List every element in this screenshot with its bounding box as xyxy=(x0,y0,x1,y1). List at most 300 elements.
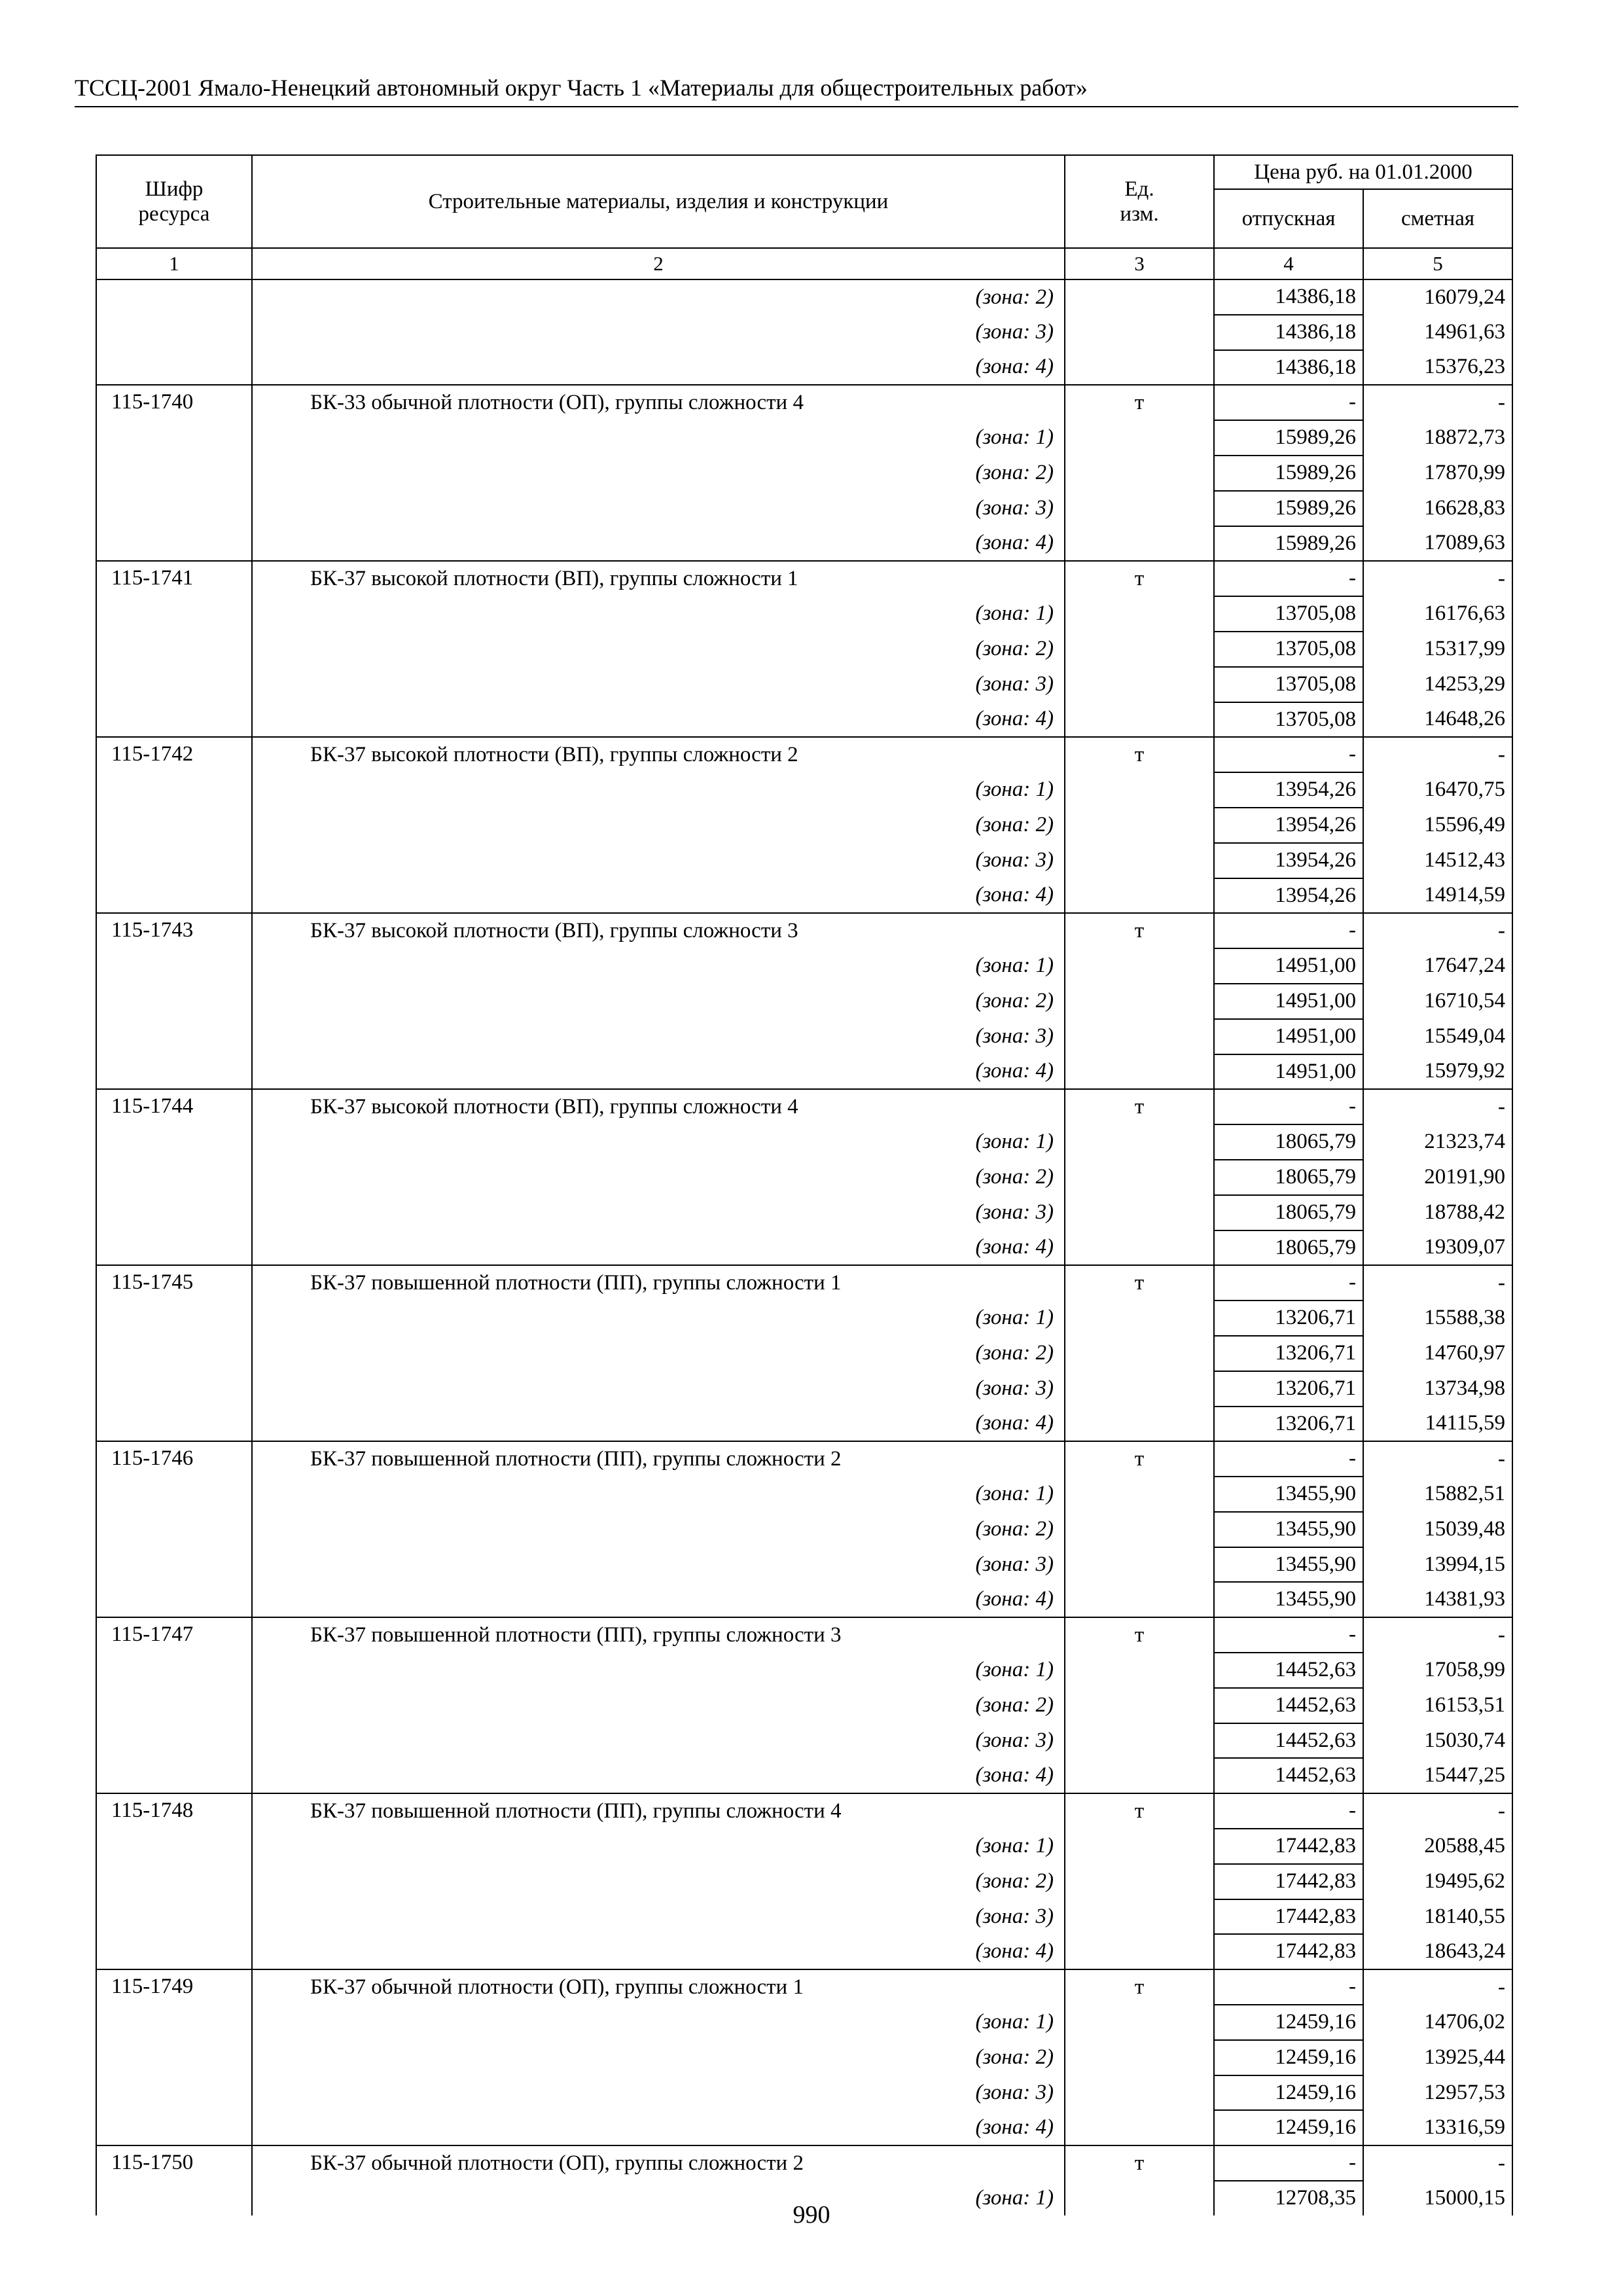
zone-row xyxy=(96,1547,1512,1583)
resource-code: 115-1742 xyxy=(96,737,252,772)
estimate-price: 18872,73 xyxy=(1363,420,1512,456)
release-price: 13705,08 xyxy=(1214,702,1363,738)
estimate-price: 14381,93 xyxy=(1363,1582,1512,1617)
zone-label: (зона: 3) xyxy=(252,843,1065,878)
resource-code-cell xyxy=(96,1336,252,1371)
resource-code: 115-1741 xyxy=(96,561,252,596)
zone-label: (зона: 2) xyxy=(252,1688,1065,1723)
zone-row xyxy=(96,1723,1512,1759)
resource-code-cell xyxy=(96,667,252,702)
resource-code-cell xyxy=(96,1477,252,1512)
unit-cell xyxy=(1065,1829,1214,1864)
estimate-price: 17870,99 xyxy=(1363,456,1512,491)
zone-label: (зона: 1) xyxy=(252,1477,1065,1512)
unit-cell xyxy=(1065,491,1214,526)
resource-code-cell xyxy=(96,984,252,1019)
release-price: 14386,18 xyxy=(1214,279,1363,315)
zone-label: (зона: 3) xyxy=(252,2075,1065,2111)
unit-cell xyxy=(1065,1512,1214,1547)
table-row xyxy=(96,1089,1512,1124)
estimate-price: 20191,90 xyxy=(1363,1160,1512,1195)
zone-row xyxy=(96,984,1512,1019)
release-price: 12459,16 xyxy=(1214,2075,1363,2111)
release-price: 15989,26 xyxy=(1214,420,1363,456)
zone-row xyxy=(96,843,1512,878)
resource-code-cell xyxy=(96,456,252,491)
table-header xyxy=(96,155,1512,279)
estimate-price: 16153,51 xyxy=(1363,1688,1512,1723)
material-name: БК-37 повышенной плотности (ПП), группы сложности 2 xyxy=(252,1441,1065,1477)
material-name: БК-37 повышенной плотности (ПП), группы сложности 3 xyxy=(252,1617,1065,1653)
unit: т xyxy=(1065,2145,1214,2181)
material-name: БК-33 обычной плотности (ОП), группы сложности 4 xyxy=(252,385,1065,420)
resource-code-cell xyxy=(96,1407,252,1442)
unit-cell xyxy=(1065,1547,1214,1583)
release-price: 13455,90 xyxy=(1214,1512,1363,1547)
unit-cell xyxy=(1065,1477,1214,1512)
zone-label: (зона: 3) xyxy=(252,315,1065,350)
release-price: 14951,00 xyxy=(1214,1019,1363,1054)
estimate-price: 14706,02 xyxy=(1363,2005,1512,2040)
table-row xyxy=(96,2145,1512,2181)
estimate-price: 15030,74 xyxy=(1363,1723,1512,1759)
zone-row xyxy=(96,1019,1512,1054)
estimate-price: 14253,29 xyxy=(1363,667,1512,702)
release-price: 12459,16 xyxy=(1214,2110,1363,2145)
unit-cell xyxy=(1065,2075,1214,2111)
estimate-price: - xyxy=(1363,913,1512,948)
table-row xyxy=(96,561,1512,596)
table-row xyxy=(96,1969,1512,2005)
estimate-price: 14512,43 xyxy=(1363,843,1512,878)
zone-row xyxy=(96,1864,1512,1899)
zone-row xyxy=(96,420,1512,456)
unit: т xyxy=(1065,1617,1214,1653)
release-price: 14386,18 xyxy=(1214,315,1363,350)
resource-code-cell xyxy=(96,878,252,914)
resource-code-cell xyxy=(96,632,252,667)
zone-label: (зона: 1) xyxy=(252,948,1065,984)
resource-code: 115-1743 xyxy=(96,913,252,948)
estimate-price: - xyxy=(1363,1441,1512,1477)
zone-label: (зона: 4) xyxy=(252,878,1065,914)
estimate-price: 17058,99 xyxy=(1363,1653,1512,1688)
release-price: 15989,26 xyxy=(1214,491,1363,526)
material-name: БК-37 высокой плотности (ВП), группы сложности 2 xyxy=(252,737,1065,772)
estimate-price: 21323,74 xyxy=(1363,1124,1512,1160)
release-price: 14452,63 xyxy=(1214,1758,1363,1793)
zone-row xyxy=(96,279,1512,315)
unit-cell xyxy=(1065,843,1214,878)
zone-row xyxy=(96,1899,1512,1935)
unit: т xyxy=(1065,1793,1214,1829)
release-price: 13455,90 xyxy=(1214,1547,1363,1583)
estimate-price: - xyxy=(1363,1793,1512,1829)
estimate-price: 14760,97 xyxy=(1363,1336,1512,1371)
zone-label: (зона: 4) xyxy=(252,1582,1065,1617)
zone-row xyxy=(96,1300,1512,1336)
unit-cell xyxy=(1065,1723,1214,1759)
zone-row xyxy=(96,808,1512,843)
resource-code-cell xyxy=(96,1758,252,1793)
resource-code-cell xyxy=(96,1054,252,1090)
zone-label: (зона: 1) xyxy=(252,1653,1065,1688)
estimate-price: 16710,54 xyxy=(1363,984,1512,1019)
price-table xyxy=(96,154,1513,2215)
release-price: 12459,16 xyxy=(1214,2005,1363,2040)
resource-code-cell xyxy=(96,1723,252,1759)
estimate-price: 13316,59 xyxy=(1363,2110,1512,2145)
table-row xyxy=(96,913,1512,948)
resource-code-cell xyxy=(96,350,252,386)
zone-row xyxy=(96,456,1512,491)
unit: т xyxy=(1065,1089,1214,1124)
resource-code-cell xyxy=(96,948,252,984)
resource-code: 115-1745 xyxy=(96,1265,252,1300)
resource-code-cell xyxy=(96,1512,252,1547)
unit-cell xyxy=(1065,2040,1214,2075)
unit-cell xyxy=(1065,702,1214,738)
resource-code-cell xyxy=(96,843,252,878)
zone-label: (зона: 4) xyxy=(252,1407,1065,1442)
release-price: 12459,16 xyxy=(1214,2040,1363,2075)
header-rule xyxy=(75,106,1518,107)
release-price: 17442,83 xyxy=(1214,1934,1363,1969)
unit-cell xyxy=(1065,878,1214,914)
release-price: 14951,00 xyxy=(1214,948,1363,984)
release-price: - xyxy=(1214,1089,1363,1124)
zone-row xyxy=(96,1407,1512,1442)
resource-code-cell xyxy=(96,491,252,526)
zone-label: (зона: 2) xyxy=(252,2040,1065,2075)
unit: т xyxy=(1065,913,1214,948)
estimate-price: 20588,45 xyxy=(1363,1829,1512,1864)
header-column-number: 3 xyxy=(1065,248,1214,279)
header-unit: Ед. изм. xyxy=(1065,155,1214,248)
zone-row xyxy=(96,878,1512,914)
header-code: Шифр ресурса xyxy=(96,155,252,248)
resource-code: 115-1747 xyxy=(96,1617,252,1653)
zone-label: (зона: 2) xyxy=(252,632,1065,667)
material-name: БК-37 высокой плотности (ВП), группы сложности 4 xyxy=(252,1089,1065,1124)
resource-code-cell xyxy=(96,772,252,808)
zone-label: (зона: 4) xyxy=(252,1054,1065,1090)
estimate-price: 16079,24 xyxy=(1363,279,1512,315)
resource-code-cell xyxy=(96,2005,252,2040)
unit-cell xyxy=(1065,1899,1214,1935)
release-price: - xyxy=(1214,561,1363,596)
resource-code-cell xyxy=(96,702,252,738)
header-column-number: 2 xyxy=(252,248,1065,279)
resource-code: 115-1749 xyxy=(96,1969,252,2005)
estimate-price: - xyxy=(1363,1265,1512,1300)
estimate-price: 17089,63 xyxy=(1363,526,1512,562)
estimate-price: 18140,55 xyxy=(1363,1899,1512,1935)
zone-label: (зона: 3) xyxy=(252,1899,1065,1935)
estimate-price: 14914,59 xyxy=(1363,878,1512,914)
release-price: 13705,08 xyxy=(1214,596,1363,632)
material-name: БК-37 обычной плотности (ОП), группы сложности 1 xyxy=(252,1969,1065,2005)
zone-label: (зона: 3) xyxy=(252,1723,1065,1759)
zone-row xyxy=(96,948,1512,984)
release-price: - xyxy=(1214,737,1363,772)
estimate-price: 15000,15 xyxy=(1363,2181,1512,2215)
zone-label: (зона: 1) xyxy=(252,420,1065,456)
zone-row xyxy=(96,667,1512,702)
zone-label: (зона: 1) xyxy=(252,1829,1065,1864)
resource-code-cell xyxy=(96,1653,252,1688)
zone-row xyxy=(96,1160,1512,1195)
unit-cell xyxy=(1065,1019,1214,1054)
estimate-price: 19309,07 xyxy=(1363,1230,1512,1266)
release-price: 14386,18 xyxy=(1214,350,1363,386)
estimate-price: 18788,42 xyxy=(1363,1195,1512,1230)
unit-cell xyxy=(1065,1582,1214,1617)
unit-cell xyxy=(1065,279,1214,315)
unit-cell xyxy=(1065,632,1214,667)
unit: т xyxy=(1065,1969,1214,2005)
zone-label: (зона: 4) xyxy=(252,1230,1065,1266)
release-price: 14452,63 xyxy=(1214,1653,1363,1688)
estimate-price: 16628,83 xyxy=(1363,491,1512,526)
resource-code-cell xyxy=(96,1829,252,1864)
release-price: 13705,08 xyxy=(1214,632,1363,667)
zone-label: (зона: 2) xyxy=(252,456,1065,491)
unit-cell xyxy=(1065,1934,1214,1969)
release-price: 15989,26 xyxy=(1214,456,1363,491)
resource-code: 115-1750 xyxy=(96,2145,252,2181)
resource-code-cell xyxy=(96,1230,252,1266)
release-price: 12708,35 xyxy=(1214,2181,1363,2215)
zone-label: (зона: 1) xyxy=(252,2005,1065,2040)
header-column-number: 1 xyxy=(96,248,252,279)
resource-code-cell xyxy=(96,1019,252,1054)
unit-cell xyxy=(1065,1124,1214,1160)
release-price: 15989,26 xyxy=(1214,526,1363,562)
release-price: - xyxy=(1214,2145,1363,2181)
release-price: 14452,63 xyxy=(1214,1723,1363,1759)
resource-code-cell xyxy=(96,279,252,315)
zone-row xyxy=(96,1829,1512,1864)
header-estimate-price: сметная xyxy=(1363,189,1512,248)
estimate-price: - xyxy=(1363,385,1512,420)
estimate-price: 16470,75 xyxy=(1363,772,1512,808)
resource-code-cell xyxy=(96,1934,252,1969)
unit-cell xyxy=(1065,984,1214,1019)
zone-row xyxy=(96,1230,1512,1266)
release-price: 13954,26 xyxy=(1214,878,1363,914)
resource-code: 115-1744 xyxy=(96,1089,252,1124)
resource-code-cell xyxy=(96,420,252,456)
estimate-price: 14648,26 xyxy=(1363,702,1512,738)
zone-label: (зона: 4) xyxy=(252,350,1065,386)
resource-code-cell xyxy=(96,2110,252,2145)
estimate-price: 15596,49 xyxy=(1363,808,1512,843)
release-price: 14452,63 xyxy=(1214,1688,1363,1723)
estimate-price: 15549,04 xyxy=(1363,1019,1512,1054)
estimate-price: 13925,44 xyxy=(1363,2040,1512,2075)
unit-cell xyxy=(1065,315,1214,350)
estimate-price: 15039,48 xyxy=(1363,1512,1512,1547)
unit-cell xyxy=(1065,772,1214,808)
release-price: 13954,26 xyxy=(1214,808,1363,843)
zone-label: (зона: 2) xyxy=(252,279,1065,315)
resource-code-cell xyxy=(96,1300,252,1336)
material-name: БК-37 обычной плотности (ОП), группы сложности 2 xyxy=(252,2145,1065,2181)
release-price: 18065,79 xyxy=(1214,1230,1363,1266)
release-price: 13206,71 xyxy=(1214,1300,1363,1336)
release-price: - xyxy=(1214,1617,1363,1653)
zone-label: (зона: 4) xyxy=(252,1758,1065,1793)
estimate-price: - xyxy=(1363,1969,1512,2005)
zone-row xyxy=(96,491,1512,526)
release-price: 13954,26 xyxy=(1214,772,1363,808)
estimate-price: 15447,25 xyxy=(1363,1758,1512,1793)
zone-label: (зона: 1) xyxy=(252,772,1065,808)
release-price: - xyxy=(1214,385,1363,420)
release-price: 14951,00 xyxy=(1214,984,1363,1019)
resource-code-cell xyxy=(96,1864,252,1899)
estimate-price: 15882,51 xyxy=(1363,1477,1512,1512)
release-price: 17442,83 xyxy=(1214,1829,1363,1864)
release-price: 13206,71 xyxy=(1214,1371,1363,1407)
estimate-price: 19495,62 xyxy=(1363,1864,1512,1899)
zone-row xyxy=(96,1934,1512,1969)
unit: т xyxy=(1065,1441,1214,1477)
zone-row xyxy=(96,1195,1512,1230)
zone-row xyxy=(96,1653,1512,1688)
unit-cell xyxy=(1065,420,1214,456)
unit: т xyxy=(1065,385,1214,420)
table-row xyxy=(96,1265,1512,1300)
resource-code-cell xyxy=(96,526,252,562)
unit-cell xyxy=(1065,1864,1214,1899)
release-price: 13954,26 xyxy=(1214,843,1363,878)
release-price: - xyxy=(1214,1265,1363,1300)
unit-cell xyxy=(1065,1336,1214,1371)
unit-cell xyxy=(1065,1688,1214,1723)
unit: т xyxy=(1065,1265,1214,1300)
zone-label: (зона: 3) xyxy=(252,1195,1065,1230)
header-price-group: Цена руб. на 01.01.2000 xyxy=(1214,155,1512,189)
release-price: 13705,08 xyxy=(1214,667,1363,702)
unit-cell xyxy=(1065,1195,1214,1230)
zone-label: (зона: 2) xyxy=(252,1336,1065,1371)
zone-label: (зона: 3) xyxy=(252,491,1065,526)
resource-code-cell xyxy=(96,1688,252,1723)
unit: т xyxy=(1065,737,1214,772)
unit-cell xyxy=(1065,1653,1214,1688)
resource-code-cell xyxy=(96,1899,252,1935)
resource-code: 115-1746 xyxy=(96,1441,252,1477)
table-body xyxy=(96,279,1512,2215)
zone-label: (зона: 3) xyxy=(252,1547,1065,1583)
release-price: 13206,71 xyxy=(1214,1407,1363,1442)
running-title: ТССЦ-2001 Ямало-Ненецкий автономный округ Часть 1 «Материалы для общестроительных работ» xyxy=(75,75,1088,101)
estimate-price: 13734,98 xyxy=(1363,1371,1512,1407)
material-name: БК-37 повышенной плотности (ПП), группы сложности 4 xyxy=(252,1793,1065,1829)
zone-row xyxy=(96,350,1512,386)
unit-cell xyxy=(1065,1054,1214,1090)
release-price: 13455,90 xyxy=(1214,1477,1363,1512)
estimate-price: 12957,53 xyxy=(1363,2075,1512,2111)
unit-cell xyxy=(1065,456,1214,491)
estimate-price: - xyxy=(1363,561,1512,596)
unit-cell xyxy=(1065,2110,1214,2145)
unit-cell xyxy=(1065,526,1214,562)
estimate-price: 14961,63 xyxy=(1363,315,1512,350)
release-price: 14951,00 xyxy=(1214,1054,1363,1090)
zone-row xyxy=(96,772,1512,808)
zone-label: (зона: 2) xyxy=(252,1512,1065,1547)
table-row xyxy=(96,385,1512,420)
header-release-price: отпускная xyxy=(1214,189,1363,248)
zone-label: (зона: 2) xyxy=(252,984,1065,1019)
zone-row xyxy=(96,1688,1512,1723)
resource-code-cell xyxy=(96,2040,252,2075)
table-row xyxy=(96,1617,1512,1653)
header-name: Строительные материалы, изделия и конструкции xyxy=(252,155,1065,248)
unit-cell xyxy=(1065,1230,1214,1266)
page-number: 990 xyxy=(793,2201,830,2229)
release-price: 13206,71 xyxy=(1214,1336,1363,1371)
zone-row xyxy=(96,1371,1512,1407)
release-price: - xyxy=(1214,913,1363,948)
material-name: БК-37 повышенной плотности (ПП), группы сложности 1 xyxy=(252,1265,1065,1300)
estimate-price: 14115,59 xyxy=(1363,1407,1512,1442)
zone-row xyxy=(96,2005,1512,2040)
estimate-price: 18643,24 xyxy=(1363,1934,1512,1969)
zone-label: (зона: 1) xyxy=(252,596,1065,632)
unit-cell xyxy=(1065,667,1214,702)
estimate-price: - xyxy=(1363,1617,1512,1653)
release-price: 13455,90 xyxy=(1214,1582,1363,1617)
header-column-number: 4 xyxy=(1214,248,1363,279)
resource-code-cell xyxy=(96,596,252,632)
resource-code-cell xyxy=(96,1547,252,1583)
zone-row xyxy=(96,1582,1512,1617)
zone-label: (зона: 1) xyxy=(252,1124,1065,1160)
zone-row xyxy=(96,1512,1512,1547)
release-price: - xyxy=(1214,1441,1363,1477)
zone-label: (зона: 2) xyxy=(252,1160,1065,1195)
table-row xyxy=(96,737,1512,772)
header-column-number: 5 xyxy=(1363,248,1512,279)
material-name: БК-37 высокой плотности (ВП), группы сложности 3 xyxy=(252,913,1065,948)
resource-code-cell xyxy=(96,808,252,843)
release-price: 17442,83 xyxy=(1214,1864,1363,1899)
resource-code-cell xyxy=(96,2075,252,2111)
zone-label: (зона: 2) xyxy=(252,1864,1065,1899)
resource-code-cell xyxy=(96,315,252,350)
resource-code-cell xyxy=(96,1582,252,1617)
unit-cell xyxy=(1065,1160,1214,1195)
resource-code: 115-1740 xyxy=(96,385,252,420)
resource-code-cell xyxy=(96,1160,252,1195)
release-price: 18065,79 xyxy=(1214,1124,1363,1160)
zone-row xyxy=(96,1336,1512,1371)
zone-row xyxy=(96,526,1512,562)
estimate-price: 15376,23 xyxy=(1363,350,1512,386)
table-row xyxy=(96,1793,1512,1829)
zone-label: (зона: 4) xyxy=(252,1934,1065,1969)
zone-label: (зона: 4) xyxy=(252,526,1065,562)
unit-cell xyxy=(1065,2005,1214,2040)
resource-code-cell xyxy=(96,1124,252,1160)
release-price: - xyxy=(1214,1793,1363,1829)
zone-row xyxy=(96,1054,1512,1090)
release-price: 18065,79 xyxy=(1214,1160,1363,1195)
